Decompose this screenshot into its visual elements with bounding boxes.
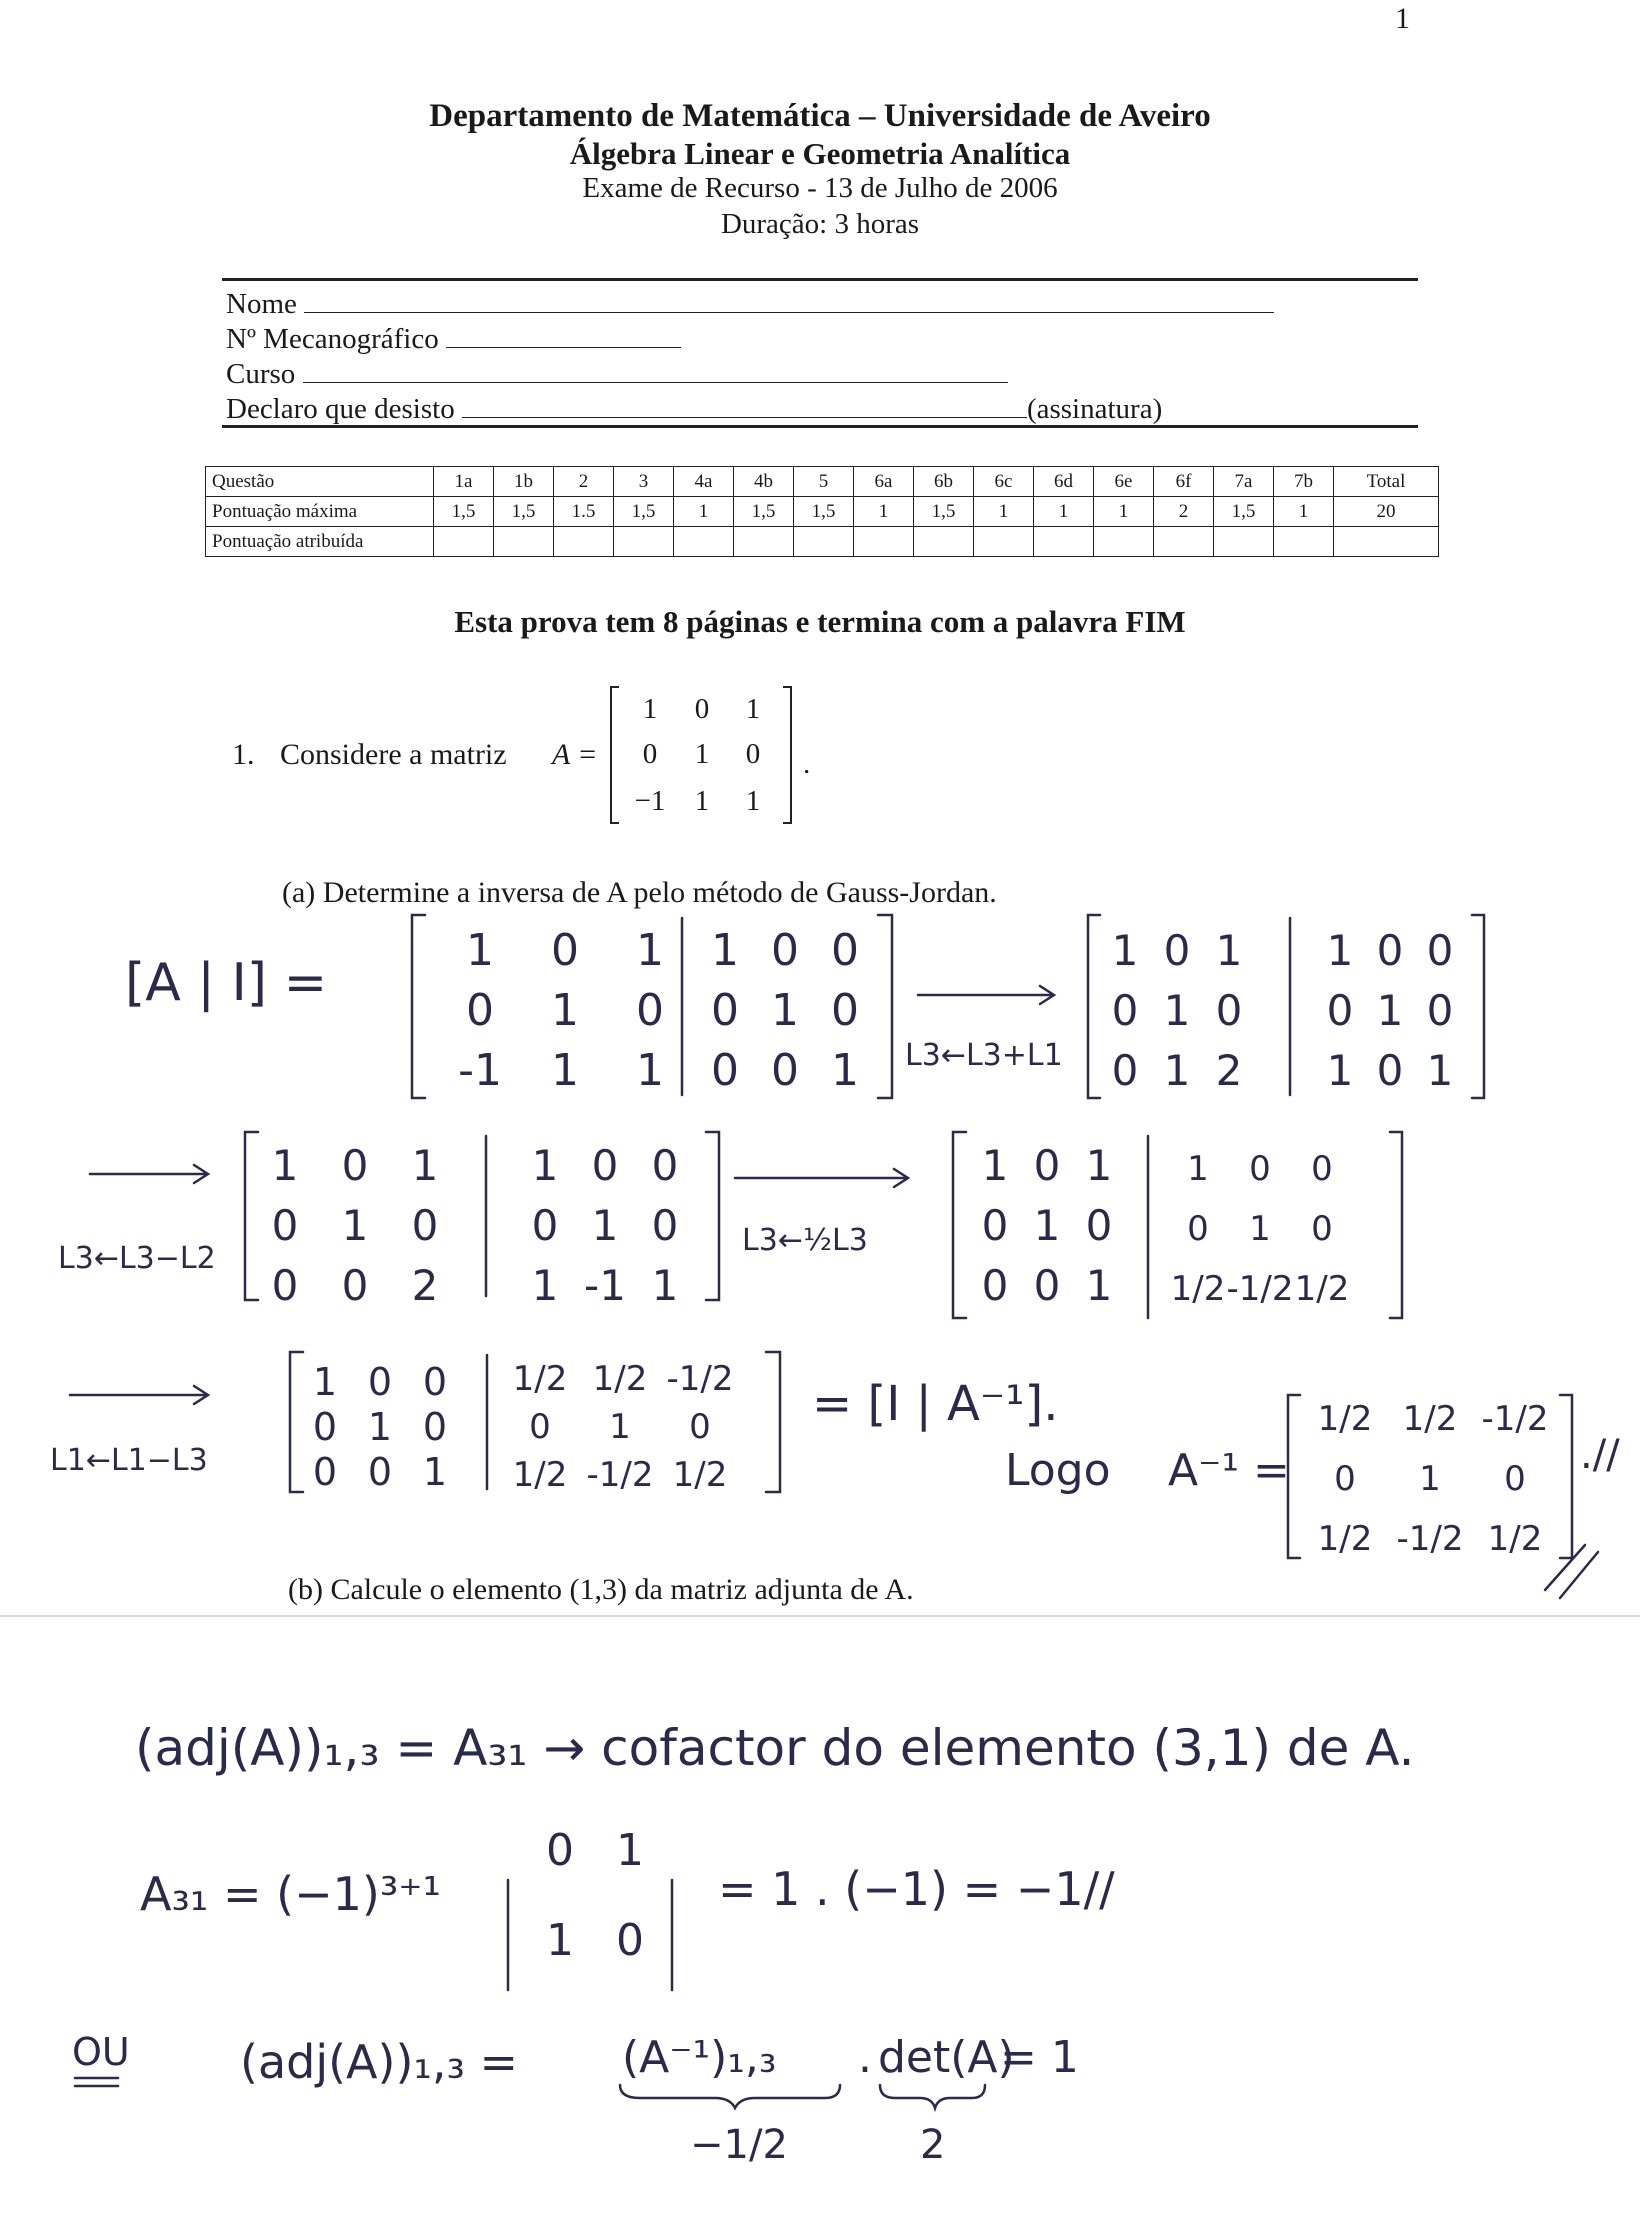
- hw-step3-right-cell: 0: [591, 1141, 619, 1190]
- hw-b-line2-rhs: = 1 . (−1) = −1//: [718, 1862, 1115, 1916]
- matrix-a-cell: −1: [634, 785, 666, 817]
- hw-step2-right-cell: 1: [1376, 986, 1404, 1035]
- hw-op2: L3←L3−L2: [58, 1241, 216, 1276]
- hw-step3-left-cell: 0: [271, 1201, 299, 1250]
- hw-step3-left-cell: 1: [341, 1201, 369, 1250]
- matrix-a-cell: 1: [694, 738, 710, 770]
- score-cell: 1.5: [554, 497, 614, 527]
- hw-step1-left-cell: 1: [551, 1045, 579, 1096]
- hw-b-line3-a: (A⁻¹)₁,₃: [622, 2032, 777, 2083]
- hw-b-line1: (adj(A))₁,₃ = A₃₁ → cofactor do elemento (3,1) de A.: [135, 1719, 1415, 1777]
- hw-step1-left-cell: 1: [636, 925, 664, 976]
- hw-inverse-cell: 1/2: [1317, 1519, 1373, 1559]
- hw-step1-right-cell: 1: [711, 925, 739, 976]
- hw-step2-right-cell: 1: [1326, 926, 1354, 975]
- name-label: Nome: [226, 288, 297, 320]
- hw-step2-left-cell: 0: [1215, 986, 1243, 1035]
- hw-step3-right-cell: 1: [531, 1141, 559, 1190]
- score-cell: 1: [1094, 497, 1154, 527]
- hw-step4-right-cell: 1: [1249, 1209, 1271, 1249]
- score-cell: 1,5: [494, 497, 554, 527]
- hw-step2-right-cell: 0: [1376, 1046, 1404, 1095]
- course-label: Curso: [226, 358, 296, 390]
- score-cell: 20: [1334, 497, 1439, 527]
- hw-step5-right-cell: 1/2: [512, 1359, 568, 1399]
- hw-step5-right-cell: -1/2: [586, 1455, 654, 1495]
- exam-title: Exame de Recurso - 13 de Julho de 2006: [582, 172, 1058, 204]
- hw-step5-left-cell: 1: [312, 1360, 338, 1404]
- hw-step5-right-cell: 1/2: [512, 1455, 568, 1495]
- hw-step2-left-cell: 1: [1163, 986, 1191, 1035]
- hw-step1-right-cell: 1: [771, 985, 799, 1036]
- score-cell: 1: [854, 497, 914, 527]
- exam-notice: Esta prova tem 8 páginas e termina com a palavra FIM: [454, 604, 1186, 639]
- hw-step4-left-cell: 1: [1085, 1141, 1113, 1190]
- score-cell: 1,5: [794, 497, 854, 527]
- hw-b-line3-lhs: (adj(A))₁,₃ =: [240, 2035, 519, 2089]
- hw-step5-left-cell: 0: [312, 1450, 338, 1494]
- hw-step2-right-cell: 0: [1426, 986, 1454, 1035]
- score-cell: 2: [1154, 497, 1214, 527]
- score-cell: 6c: [974, 467, 1034, 497]
- hw-step3-left-cell: 0: [271, 1261, 299, 1310]
- hw-b-line3-b: det(A): [878, 2032, 1015, 2083]
- score-cell: 1,5: [1214, 497, 1274, 527]
- exam-duration: Duração: 3 horas: [720, 208, 920, 240]
- department-title: Departamento de Matemática – Universidade de Aveiro: [429, 98, 1211, 134]
- matrix-a-cell: 0: [642, 738, 658, 770]
- matrix-a-cell: 1: [694, 785, 710, 817]
- hw-step5-right-cell: 1/2: [592, 1359, 648, 1399]
- hw-inverse-cell: 1/2: [1402, 1399, 1458, 1439]
- hw-inverse-cell: 0: [1334, 1459, 1356, 1499]
- matrix-period: .: [803, 748, 811, 780]
- matrix-a-cell: 0: [694, 693, 710, 725]
- score-cell: 1,5: [614, 497, 674, 527]
- score-cell: 1b: [494, 467, 554, 497]
- hw-step4-left-cell: 1: [981, 1141, 1009, 1190]
- hw-step1-left-cell: 1: [466, 925, 494, 976]
- hw-b-line3-dot: .: [858, 2032, 872, 2083]
- hw-step3-left-cell: 0: [341, 1141, 369, 1190]
- hw-step4-right-cell: 0: [1311, 1209, 1333, 1249]
- hw-step5-right-cell: -1/2: [666, 1359, 734, 1399]
- hw-step3-right-cell: 0: [651, 1201, 679, 1250]
- question1-number: 1.: [232, 738, 255, 771]
- hw-inverse-cell: 1/2: [1487, 1519, 1543, 1559]
- score-row-label: Questão: [206, 467, 434, 497]
- hw-step3-right-cell: -1: [584, 1261, 626, 1310]
- hw-det-cell: 1: [616, 1825, 644, 1876]
- matrix-a-cell: 1: [745, 693, 761, 725]
- hw-step1-left-cell: 0: [466, 985, 494, 1036]
- hw-step1-left-cell: 1: [636, 1045, 664, 1096]
- signature-label: (assinatura): [1026, 393, 1163, 425]
- withdraw-label: Declaro que desisto: [226, 393, 455, 425]
- question1-text: Considere a matriz: [280, 738, 507, 771]
- part-a-text: (a) Determine a inversa de A pelo método de Gauss-Jordan.: [282, 876, 997, 909]
- score-cell: 4b: [734, 467, 794, 497]
- hw-step4-right-cell: 1/2: [1294, 1269, 1350, 1309]
- hw-step4-left-cell: 0: [1033, 1141, 1061, 1190]
- score-cell: 1: [674, 497, 734, 527]
- hw-step1-right-cell: 0: [831, 925, 859, 976]
- score-cell: 7a: [1214, 467, 1274, 497]
- score-cell: 7b: [1274, 467, 1334, 497]
- hw-step3-left-cell: 0: [341, 1261, 369, 1310]
- hw-step5-right-cell: 1/2: [672, 1455, 728, 1495]
- page-number: 1: [1395, 2, 1410, 35]
- matrix-name: A =: [552, 738, 598, 771]
- hw-step2-right-cell: 0: [1376, 926, 1404, 975]
- score-cell: 6d: [1034, 467, 1094, 497]
- hw-result-eq: = [I | A⁻¹].: [812, 1376, 1059, 1432]
- hw-step2-left-cell: 0: [1111, 1046, 1139, 1095]
- hw-logo: Logo: [1005, 1445, 1111, 1496]
- hw-step1-left-cell: -1: [458, 1045, 502, 1096]
- score-cell: 1: [1034, 497, 1094, 527]
- score-cell: 1,5: [434, 497, 494, 527]
- course-title: Álgebra Linear e Geometria Analítica: [569, 136, 1071, 171]
- score-cell: 6f: [1154, 467, 1214, 497]
- score-cell: 1a: [434, 467, 494, 497]
- hw-step4-right-cell: 0: [1249, 1149, 1271, 1189]
- hw-b-line2-lhs: A₃₁ = (−1)³⁺¹: [140, 1867, 441, 1921]
- score-row-label: Pontuação máxima: [206, 497, 434, 527]
- score-cell: 6a: [854, 467, 914, 497]
- hw-step5-left-cell: 1: [422, 1450, 448, 1494]
- score-cell: 2: [554, 467, 614, 497]
- hw-step1-lhs: [A | I] =: [125, 953, 328, 1013]
- hw-step3-left-cell: 2: [411, 1261, 439, 1310]
- hw-step2-right-cell: 1: [1326, 1046, 1354, 1095]
- hw-step1-right-cell: 0: [711, 1045, 739, 1096]
- hw-step3-right-cell: 0: [531, 1201, 559, 1250]
- hw-inverse-lhs: A⁻¹ =: [1168, 1445, 1290, 1496]
- hw-step5-right-cell: 0: [529, 1407, 551, 1447]
- hw-step1-right-cell: 0: [771, 925, 799, 976]
- hw-step3-left-cell: 1: [411, 1141, 439, 1190]
- hw-step2-left-cell: 0: [1163, 926, 1191, 975]
- hw-brace-b: 2: [920, 2122, 946, 2168]
- hw-step2-left-cell: 1: [1111, 926, 1139, 975]
- score-cell: 6e: [1094, 467, 1154, 497]
- part-b-text: (b) Calcule o elemento (1,3) da matriz adjunta de A.: [288, 1573, 914, 1606]
- hw-op1: L3←L3+L1: [905, 1038, 1063, 1073]
- score-cell: 1: [974, 497, 1034, 527]
- hw-step2-right-cell: 0: [1326, 986, 1354, 1035]
- hw-step1-right-cell: 0: [831, 985, 859, 1036]
- hw-step3-left-cell: 0: [411, 1201, 439, 1250]
- score-cell: 1,5: [734, 497, 794, 527]
- score-cell: 1,5: [914, 497, 974, 527]
- hw-step4-left-cell: 0: [981, 1261, 1009, 1310]
- hw-step5-left-cell: 0: [367, 1360, 393, 1404]
- hw-step4-left-cell: 0: [1085, 1201, 1113, 1250]
- hw-step4-right-cell: 0: [1187, 1209, 1209, 1249]
- hw-brace-a: −1/2: [690, 2122, 788, 2168]
- hw-step4-left-cell: 1: [1033, 1201, 1061, 1250]
- hw-step3-right-cell: 1: [591, 1201, 619, 1250]
- hw-step2-left-cell: 0: [1111, 986, 1139, 1035]
- hw-step1-left-cell: 1: [551, 985, 579, 1036]
- score-row-label: Pontuação atribuída: [206, 527, 434, 557]
- hw-inverse-cell: 1: [1419, 1459, 1441, 1499]
- score-cell: 6b: [914, 467, 974, 497]
- hw-step4-right-cell: 1/2: [1170, 1269, 1226, 1309]
- hw-step5-left-cell: 1: [367, 1405, 393, 1449]
- hw-step3-left-cell: 1: [271, 1141, 299, 1190]
- hw-step5-right-cell: 0: [689, 1407, 711, 1447]
- hw-step2-left-cell: 1: [1163, 1046, 1191, 1095]
- hw-inverse-end: .//: [1580, 1432, 1620, 1478]
- score-cell: 1: [1274, 497, 1334, 527]
- hw-det-cell: 0: [616, 1915, 644, 1966]
- score-cell: 4a: [674, 467, 734, 497]
- score-cell: 5: [794, 467, 854, 497]
- matrix-a-cell: 1: [745, 785, 761, 817]
- hw-step1-right-cell: 0: [711, 985, 739, 1036]
- matrix-a-cell: 1: [642, 693, 658, 725]
- hw-step5-right-cell: 1: [609, 1407, 631, 1447]
- hw-step2-right-cell: 1: [1426, 1046, 1454, 1095]
- hw-step4-right-cell: -1/2: [1226, 1269, 1294, 1309]
- hw-inverse-cell: 1/2: [1317, 1399, 1373, 1439]
- hw-ou: OU: [72, 2030, 130, 2074]
- hw-step1-left-cell: 0: [551, 925, 579, 976]
- hw-det-cell: 1: [546, 1915, 574, 1966]
- number-label: Nº Mecanográfico: [226, 323, 439, 355]
- score-cell: 3: [614, 467, 674, 497]
- hw-step5-left-cell: 0: [422, 1360, 448, 1404]
- hw-step1-right-cell: 1: [831, 1045, 859, 1096]
- hw-step3-right-cell: 1: [651, 1261, 679, 1310]
- score-cell: Total: [1334, 467, 1439, 497]
- hw-step2-left-cell: 1: [1215, 926, 1243, 975]
- hw-step1-right-cell: 0: [771, 1045, 799, 1096]
- matrix-a-cell: 0: [745, 738, 761, 770]
- hw-step5-left-cell: 0: [422, 1405, 448, 1449]
- hw-step5-left-cell: 0: [312, 1405, 338, 1449]
- hw-b-line3-rhs: = 1: [1000, 2032, 1079, 2083]
- hw-step1-left-cell: 0: [636, 985, 664, 1036]
- hw-step5-left-cell: 0: [367, 1450, 393, 1494]
- hw-op4: L1←L1−L3: [50, 1443, 208, 1478]
- hw-step4-left-cell: 0: [981, 1201, 1009, 1250]
- hw-inverse-cell: -1/2: [1481, 1399, 1549, 1439]
- hw-step4-right-cell: 0: [1311, 1149, 1333, 1189]
- hw-det-cell: 0: [546, 1825, 574, 1876]
- hw-step3-right-cell: 0: [651, 1141, 679, 1190]
- hw-step4-left-cell: 0: [1033, 1261, 1061, 1310]
- hw-step3-right-cell: 1: [531, 1261, 559, 1310]
- hw-inverse-cell: -1/2: [1396, 1519, 1464, 1559]
- hw-step4-right-cell: 1: [1187, 1149, 1209, 1189]
- hw-step2-right-cell: 0: [1426, 926, 1454, 975]
- hw-step4-left-cell: 1: [1085, 1261, 1113, 1310]
- hw-op3: L3←½L3: [742, 1223, 868, 1258]
- hw-step2-left-cell: 2: [1215, 1046, 1243, 1095]
- hw-inverse-cell: 0: [1504, 1459, 1526, 1499]
